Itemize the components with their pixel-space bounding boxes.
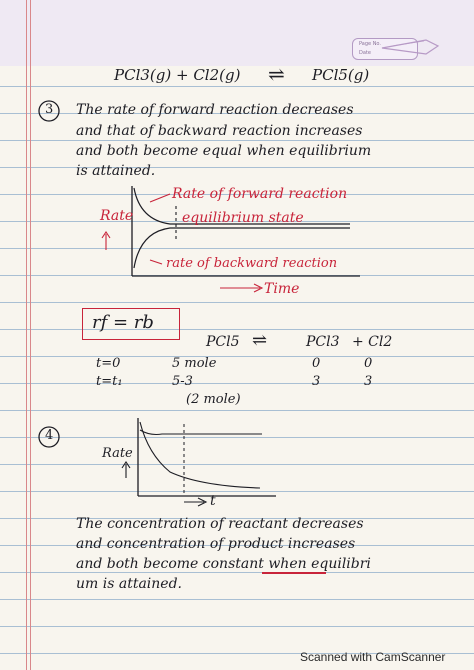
scanner-footer: Scanned with CamScanner — [300, 650, 446, 664]
equation-left: PCl3(g) + Cl2(g) — [114, 66, 241, 84]
date-label: Date — [359, 50, 371, 56]
point-3-line-3: and both become equal when equilibrium — [76, 143, 372, 159]
graph-1-forward-label: Rate of forward reaction — [172, 186, 348, 202]
point-4-line-2: and concentration of product increases — [76, 536, 356, 552]
graph-1-up-arrow — [102, 232, 110, 250]
point-4-line-1: The concentration of reactant decreases — [76, 516, 364, 532]
table-row-1-pcl5: 5 mole — [172, 356, 217, 371]
rf-rb-equation: rf = rb — [92, 312, 154, 333]
table-header-cl2: + Cl2 — [352, 334, 393, 350]
point-4-number: 4 — [45, 428, 54, 443]
table-row-2-time: t=t₁ — [96, 374, 123, 389]
graph-2-up-arrow — [122, 462, 130, 478]
graph-1-time-arrow — [220, 284, 262, 292]
table-header-pcl3: PCl3 — [306, 334, 340, 350]
table-row-2-pcl3: 3 — [312, 374, 321, 389]
graph-1-backward-label: rate of backward reaction — [166, 256, 338, 271]
graph-2 — [100, 414, 300, 512]
graph-1-rate-label: Rate — [100, 208, 134, 224]
point-3-line-4: is attained. — [76, 163, 156, 179]
table-row-2-pcl5: 5-3 — [172, 374, 193, 389]
graph-1-backward-pointer — [150, 260, 162, 264]
graph-2-time-arrow — [184, 498, 206, 506]
graph-1-time-label: Time — [264, 281, 300, 297]
table-header-pcl5: PCl5 — [206, 334, 240, 350]
table-row-1-cl2: 0 — [364, 356, 373, 371]
page-no-label: Page No. — [359, 41, 381, 47]
table-header-arrow: ⇌ — [252, 330, 268, 351]
margin-line-left — [26, 0, 27, 670]
point-3-line-2: and that of backward reaction increases — [76, 123, 363, 139]
graph-2-lower-curve — [140, 422, 260, 488]
table-row-1-pcl3: 0 — [312, 356, 321, 371]
graph-2-upper-curve — [140, 430, 262, 435]
table-row-1-time: t=0 — [96, 356, 121, 371]
point-3-number: 3 — [45, 102, 54, 117]
graph-1-forward-pointer — [150, 194, 170, 202]
graph-2-rate-label: Rate — [102, 446, 133, 461]
graph-1-equilibrium-label: equilibrium state — [182, 210, 304, 226]
equation-arrow: ⇌ — [268, 62, 285, 86]
graph-2-time-label: t — [210, 493, 216, 509]
point-4-line-3: and both become constant when equilibri — [76, 556, 371, 572]
margin-line-left-2 — [30, 0, 31, 670]
table-row-2-cl2: 3 — [364, 374, 373, 389]
constant-underline — [262, 572, 326, 574]
point-4-line-4: um is attained. — [76, 576, 182, 592]
pen-drawing — [380, 36, 440, 62]
equation-right: PCl5(g) — [312, 66, 370, 84]
point-3-line-1: The rate of forward reaction decreases — [76, 102, 354, 118]
table-note: (2 mole) — [186, 392, 241, 407]
